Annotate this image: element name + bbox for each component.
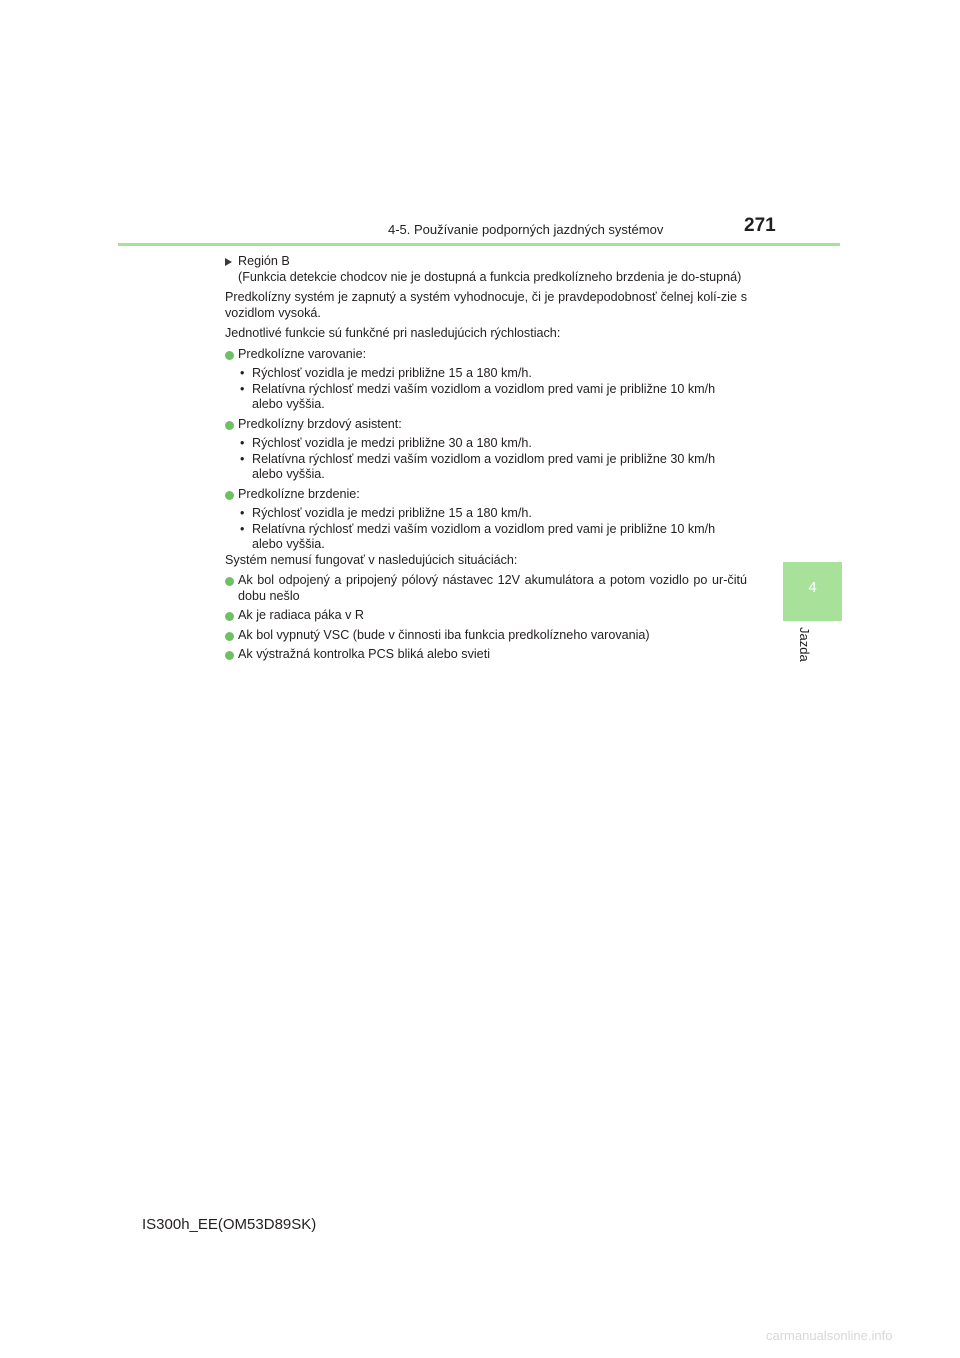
region-block	[225, 254, 747, 285]
page-body	[225, 254, 747, 667]
page-number: 271	[744, 215, 776, 236]
function-item	[225, 417, 747, 483]
condition-item	[238, 366, 747, 382]
bullet-dot-icon	[225, 577, 234, 586]
bullet-dot-icon	[225, 421, 234, 430]
function-item	[225, 347, 747, 413]
bullet-icon: •	[240, 506, 245, 520]
page-header	[118, 212, 840, 246]
function-conditions	[238, 506, 747, 553]
paragraph-intro: Predkolízny systém je zapnutý a systém vyhodnocuje, či je pravdepodobnosť čelnej kolí-zie s vozidlom vysoká.	[225, 290, 747, 320]
condition-text: Relatívna rýchlosť medzi vaším vozidlom a vozidlom pred vami je približne 30 km/h alebo vyššia.	[252, 451, 716, 481]
bullet-icon: •	[240, 521, 245, 536]
section-title: 4-5. Používanie podporných jazdných systémov	[388, 222, 664, 237]
header-divider	[118, 243, 840, 246]
chapter-number: 4	[808, 579, 817, 596]
chapter-tab	[783, 562, 842, 621]
situation-text: Ak výstražná kontrolka PCS bliká alebo svieti	[238, 647, 490, 661]
region-text: (Funkcia detekcie chodcov nie je dostupná a funkcia predkolízneho brzdenia je do-stupná)	[238, 269, 742, 284]
arrow-right-icon	[225, 258, 232, 266]
function-title: Predkolízny brzdový asistent:	[238, 416, 402, 431]
paragraph-speeds: Jednotlivé funkcie sú funkčné pri nasledujúcich rýchlostiach:	[225, 326, 561, 340]
condition-item	[238, 522, 747, 553]
condition-item	[238, 436, 747, 452]
function-title: Predkolízne brzdenie:	[238, 486, 360, 501]
situation-item	[225, 628, 747, 644]
situation-text: Ak bol vypnutý VSC (bude v činnosti iba funkcia predkolízneho varovania)	[238, 627, 650, 642]
model-code: IS300h_EE(OM53D89SK)	[142, 1216, 317, 1233]
bullet-icon: •	[240, 451, 245, 466]
bullet-dot-icon	[225, 612, 234, 621]
condition-text: Relatívna rýchlosť medzi vaším vozidlom a vozidlom pred vami je približne 10 km/h alebo vyššia.	[252, 521, 716, 551]
situation-text: Ak bol odpojený a pripojený pólový nástavec 12V akumulátora a potom vozidlo po ur-čitú dobu nešlo	[238, 573, 747, 603]
bullet-dot-icon	[225, 491, 234, 500]
function-conditions	[238, 436, 747, 483]
situation-item	[225, 573, 747, 604]
chapter-label-container	[792, 627, 832, 672]
condition-item	[238, 382, 747, 413]
situation-item	[225, 608, 747, 624]
function-title: Predkolízne varovanie:	[238, 346, 367, 361]
condition-text: Rýchlosť vozidla je medzi približne 15 a 180 km/h.	[252, 366, 532, 380]
situations-intro: Systém nemusí fungovať v nasledujúcich situáciách:	[225, 552, 518, 567]
function-conditions	[238, 366, 747, 413]
bullet-dot-icon	[225, 632, 234, 641]
condition-text: Rýchlosť vozidla je medzi približne 15 a 180 km/h.	[252, 506, 532, 520]
bullet-dot-icon	[225, 651, 234, 660]
situation-text: Ak je radiaca páka v R	[238, 608, 364, 622]
bullet-icon: •	[240, 436, 245, 450]
condition-item	[238, 506, 747, 522]
region-heading: Región B	[238, 254, 290, 268]
condition-item	[238, 452, 747, 483]
bullet-icon: •	[240, 366, 245, 380]
chapter-label: Jazda	[797, 627, 812, 662]
bullet-icon: •	[240, 381, 245, 396]
watermark: carmanualsonline.info	[766, 1328, 893, 1343]
situation-item	[225, 647, 747, 663]
function-item	[225, 487, 747, 553]
condition-text: Rýchlosť vozidla je medzi približne 30 a 180 km/h.	[252, 436, 532, 450]
bullet-dot-icon	[225, 351, 234, 360]
condition-text: Relatívna rýchlosť medzi vaším vozidlom a vozidlom pred vami je približne 10 km/h alebo vyššia.	[252, 381, 716, 411]
